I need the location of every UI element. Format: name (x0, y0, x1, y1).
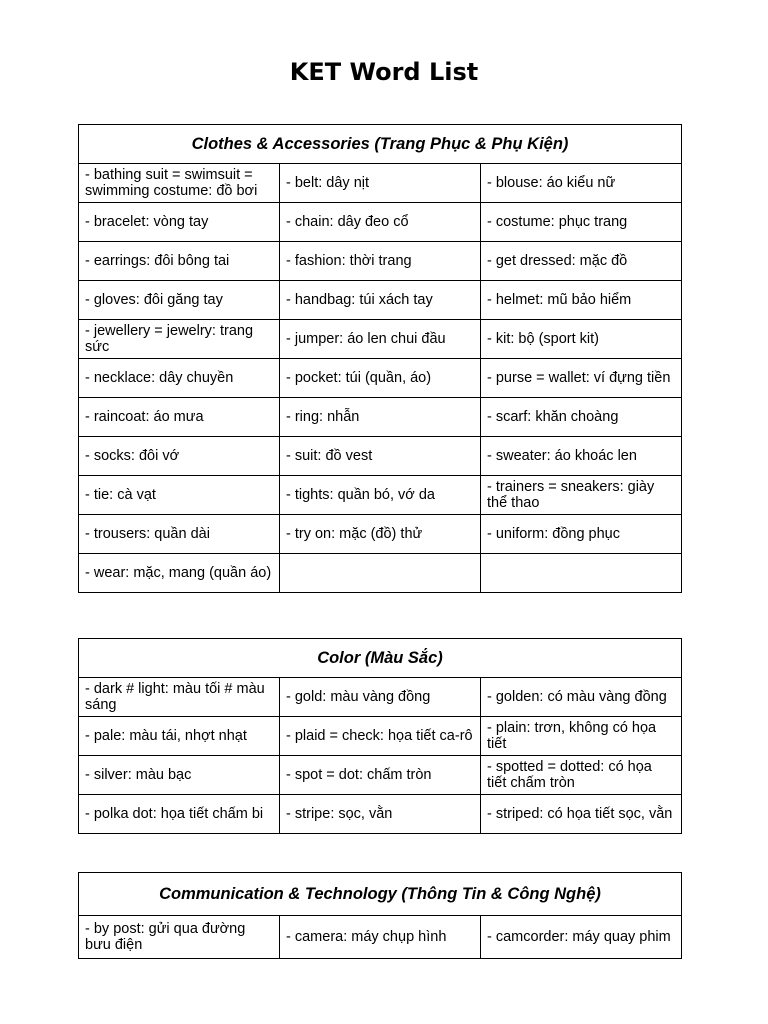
word-table-clothes (78, 124, 682, 593)
table-row (79, 320, 682, 359)
word-entry-cell: - earrings: đôi bông tai (79, 242, 280, 281)
word-entry-cell: - bathing suit = swimsuit = swimming costume: đồ bơi (79, 164, 280, 203)
word-entry-cell: - helmet: mũ bảo hiểm (481, 281, 682, 320)
word-entry-cell: - spotted = dotted: có họa tiết chấm tròn (481, 756, 682, 795)
table-row (79, 515, 682, 554)
word-entry-cell: - blouse: áo kiểu nữ (481, 164, 682, 203)
word-entry-cell: - striped: có họa tiết sọc, vằn (481, 795, 682, 834)
word-entry-cell: - camcorder: máy quay phim (481, 916, 682, 959)
table-row (79, 398, 682, 437)
word-entry-cell: - try on: mặc (đồ) thử (280, 515, 481, 554)
word-entry-cell: - kit: bộ (sport kit) (481, 320, 682, 359)
word-entry-cell: - purse = wallet: ví đựng tiền (481, 359, 682, 398)
word-entry-cell: - raincoat: áo mưa (79, 398, 280, 437)
table-row (79, 476, 682, 515)
word-entry-cell: - wear: mặc, mang (quần áo) (79, 554, 280, 593)
word-table-communication (78, 872, 682, 959)
word-entry-cell: - costume: phục trang (481, 203, 682, 242)
table-row (79, 916, 682, 959)
table-row (79, 164, 682, 203)
word-entry-cell: - scarf: khăn choàng (481, 398, 682, 437)
word-entry-cell (481, 554, 682, 593)
word-entry-cell: - necklace: dây chuyền (79, 359, 280, 398)
word-entry-cell: - pale: màu tái, nhợt nhạt (79, 717, 280, 756)
table-heading: Color (Màu Sắc) (79, 639, 682, 678)
word-entry-cell: - jumper: áo len chui đầu (280, 320, 481, 359)
word-entry-cell: - camera: máy chụp hình (280, 916, 481, 959)
word-entry-cell: - gloves: đôi găng tay (79, 281, 280, 320)
table-heading: Clothes & Accessories (Trang Phục & Phụ Kiện) (79, 125, 682, 164)
word-entry-cell: - spot = dot: chấm tròn (280, 756, 481, 795)
word-entry-cell: - polka dot: họa tiết chấm bi (79, 795, 280, 834)
table-row (79, 756, 682, 795)
table-row (79, 203, 682, 242)
table-row (79, 359, 682, 398)
word-table-color (78, 638, 682, 834)
word-entry-cell: - uniform: đồng phục (481, 515, 682, 554)
word-entry-cell: - golden: có màu vàng đồng (481, 678, 682, 717)
document-title: KET Word List (289, 58, 479, 86)
word-entry-cell: - dark # light: màu tối # màu sáng (79, 678, 280, 717)
word-entry-cell: - pocket: túi (quần, áo) (280, 359, 481, 398)
word-entry-cell: - fashion: thời trang (280, 242, 481, 281)
word-entry-cell: - jewellery = jewelry: trang sức (79, 320, 280, 359)
word-entry-cell (280, 554, 481, 593)
word-entry-cell: - trousers: quần dài (79, 515, 280, 554)
word-entry-cell: - chain: dây đeo cổ (280, 203, 481, 242)
word-entry-cell: - socks: đôi vớ (79, 437, 280, 476)
word-entry-cell: - ring: nhẫn (280, 398, 481, 437)
word-entry-cell: - trainers = sneakers: giày thể thao (481, 476, 682, 515)
table-row (79, 554, 682, 593)
word-entry-cell: - get dressed: mặc đồ (481, 242, 682, 281)
table-row (79, 717, 682, 756)
table-heading: Communication & Technology (Thông Tin & Công Nghệ) (79, 873, 682, 916)
word-entry-cell: - sweater: áo khoác len (481, 437, 682, 476)
word-entry-cell: - handbag: túi xách tay (280, 281, 481, 320)
word-entry-cell: - tights: quần bó, vớ da (280, 476, 481, 515)
table-row (79, 437, 682, 476)
table-row (79, 795, 682, 834)
table-row (79, 242, 682, 281)
word-entry-cell: - by post: gửi qua đường bưu điện (79, 916, 280, 959)
word-entry-cell: - plain: trơn, không có họa tiết (481, 717, 682, 756)
word-entry-cell: - silver: màu bạc (79, 756, 280, 795)
word-entry-cell: - gold: màu vàng đồng (280, 678, 481, 717)
word-entry-cell: - suit: đồ vest (280, 437, 481, 476)
word-entry-cell: - belt: dây nịt (280, 164, 481, 203)
table-row (79, 281, 682, 320)
table-row (79, 678, 682, 717)
word-entry-cell: - stripe: sọc, vằn (280, 795, 481, 834)
word-entry-cell: - plaid = check: họa tiết ca-rô (280, 717, 481, 756)
word-entry-cell: - bracelet: vòng tay (79, 203, 280, 242)
word-entry-cell: - tie: cà vạt (79, 476, 280, 515)
